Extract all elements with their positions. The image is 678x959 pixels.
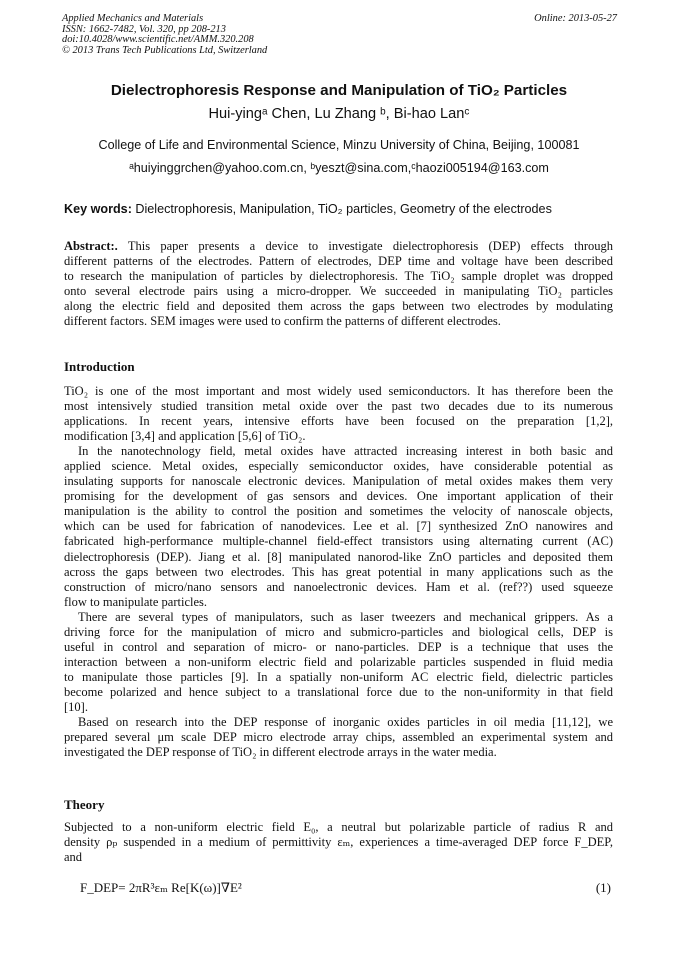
theory-body	[64, 820, 613, 865]
introduction-body	[64, 384, 613, 760]
abstract-line: different factors. SEM images were used to confirm the patterns of different electrodes.	[64, 314, 501, 329]
body-line: investigated the DEP response of TiO₂ in different electrode arrays in the water media.	[64, 745, 497, 760]
body-line: applied science. Metal oxides, especially semiconductor oxides, have considerable potential as	[64, 459, 613, 474]
body-line: which can be used for fabrication of nanodevices. Lee et al. [7] synthesized ZnO nanowires and	[64, 519, 613, 534]
keywords-label: Key words:	[64, 202, 132, 216]
body-line: most intensively studied transition metal oxide over the past two decades due to its numerous	[64, 399, 613, 414]
section-heading-theory: Theory	[64, 797, 105, 812]
doi-line: doi:10.4028/www.scientific.net/AMM.320.208	[62, 34, 254, 46]
body-line: Based on research into the DEP response of inorganic oxides particles in oil media [11,12], we	[78, 715, 613, 730]
body-line: In the nanotechnology field, metal oxides have attracted increasing interest in both basic and	[78, 444, 613, 459]
section-heading-introduction: Introduction	[64, 359, 135, 374]
equation-number: (1)	[595, 880, 611, 895]
equation-1	[80, 880, 611, 896]
body-line: across the gaps between two electrodes. This has great potential in many applications such as the	[64, 564, 613, 579]
abstract-line: to research the manipulation of particles by dielectrophoresis. The TiO₂ sample droplet was dropped	[64, 269, 613, 284]
keywords-text: Dielectrophoresis, Manipulation, TiO₂ particles, Geometry of the electrodes	[135, 202, 552, 216]
body-line: There are several types of manipulators, such as laser tweezers and mechanical grippers. As a	[78, 609, 613, 624]
body-line: driving force for the manipulation of micro and submicro-particles and biological cells, DEP is	[64, 624, 613, 639]
copyright-line: © 2013 Trans Tech Publications Ltd, Switzerland	[62, 44, 268, 56]
body-line: density ρₚ suspended in a medium of permittivity εₘ, experiences a time-averaged DEP force F_DEP,	[64, 835, 613, 850]
body-line: interaction between a non-uniform electric field and polarizable particles suspended in fluid media	[64, 654, 613, 669]
body-line: construction of micro/nano sensors and nanoelectronic devices. Ham et al. (ref??) used squeeze	[64, 579, 613, 594]
body-line: fabricated high-performance multiple-channel field-effect transistors using alternating current (AC)	[64, 534, 613, 549]
abstract-line: Abstract:. This paper presents a device to investigate dielectrophoresis (DEP) effects through	[64, 239, 613, 253]
body-line: become polarized and hence subject to a translational force due to the non-uniformity in that field	[64, 684, 613, 699]
body-line: modification [3,4] and application [5,6] of TiO₂.	[64, 429, 306, 444]
abstract-line: different patterns of the electrodes. Pattern of electrodes, DEP time and voltage have been described	[64, 254, 613, 269]
body-line: applications. In recent years, intensive efforts have been focused on the preparation [1,2],	[64, 414, 613, 429]
abstract	[64, 239, 613, 329]
body-line: Subjected to a non-uniform electric field E₀, a neutral but polarizable particle of radius R and	[64, 820, 613, 834]
body-line: insulating supports for nanoscale electronic devices. Manipulation of metal oxides makes them very	[64, 474, 613, 489]
keywords	[64, 202, 624, 216]
journal-header	[62, 14, 617, 56]
body-line: promising for the development of gas sensors and devices. One important application of their	[64, 489, 613, 504]
body-line: TiO₂ is one of the most important and most widely used semiconductors. It has therefore been the	[64, 384, 613, 398]
paper-title: Dielectrophoresis Response and Manipulation of TiO₂ Particles	[110, 82, 568, 99]
issn-line: ISSN: 1662-7482, Vol. 320, pp 208-213	[62, 23, 226, 35]
body-line: dielectrophoresis (DEP). Jiang et al. [8] manipulated nanorod-like ZnO particles and deposited them	[64, 549, 613, 564]
author-emails: ᵃhuiyinggrchen@yahoo.com.cn, ᵇyeszt@sina.com,ᶜhaozi005194@163.com	[129, 161, 549, 175]
body-line: [10].	[64, 699, 88, 714]
body-line: manipulation is the ability to control the position and sometimes the velocity of nanoscale objects,	[64, 504, 613, 519]
body-line: flow to manipulate particles.	[64, 594, 208, 609]
body-line: useful in control and separation of micro- or nano-particles. DEP is a technique that uses the	[64, 639, 613, 654]
online-date: Online: 2013-05-27	[534, 13, 617, 24]
equation-formula: F_DEP= 2πR³εₘ Re[K(ω)]∇E²	[80, 880, 242, 895]
body-line: and	[64, 850, 83, 865]
journal-name: Applied Mechanics and Materials	[62, 13, 204, 24]
body-line: prepared several μm scale DEP micro electrode array chips, assembled an experimental system and	[64, 730, 613, 745]
author-list: Hui-yingᵃ Chen, Lu Zhang ᵇ, Bi-hao Lanᶜ	[208, 106, 470, 122]
body-line: to manipulate those particles [9]. In a spatially non-uniform AC electric field, dielectric particles	[64, 669, 613, 684]
abstract-label: Abstract:.	[64, 239, 118, 253]
abstract-line: onto several electrode pairs using a micro-dropper. We succeeded in manipulating TiO₂ particles	[64, 284, 613, 299]
affiliation: College of Life and Environmental Science, Minzu University of China, Beijing, 100081	[98, 138, 580, 152]
abstract-line: along the electric field and deposited them across the gaps between two electrodes by modulating	[64, 299, 613, 314]
